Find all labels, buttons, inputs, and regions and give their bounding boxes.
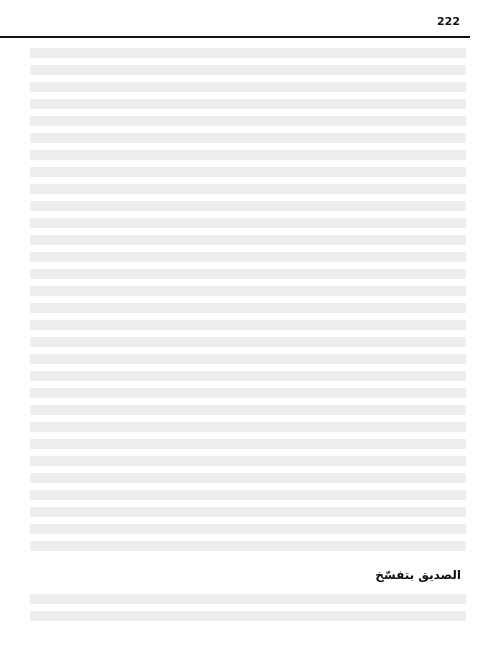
page-number: 222 [437, 15, 460, 28]
closing-text-block [30, 594, 466, 628]
main-text-block [30, 48, 466, 553]
section-title: الصديق بتفسّخ [375, 568, 461, 582]
page-rule [0, 36, 470, 38]
